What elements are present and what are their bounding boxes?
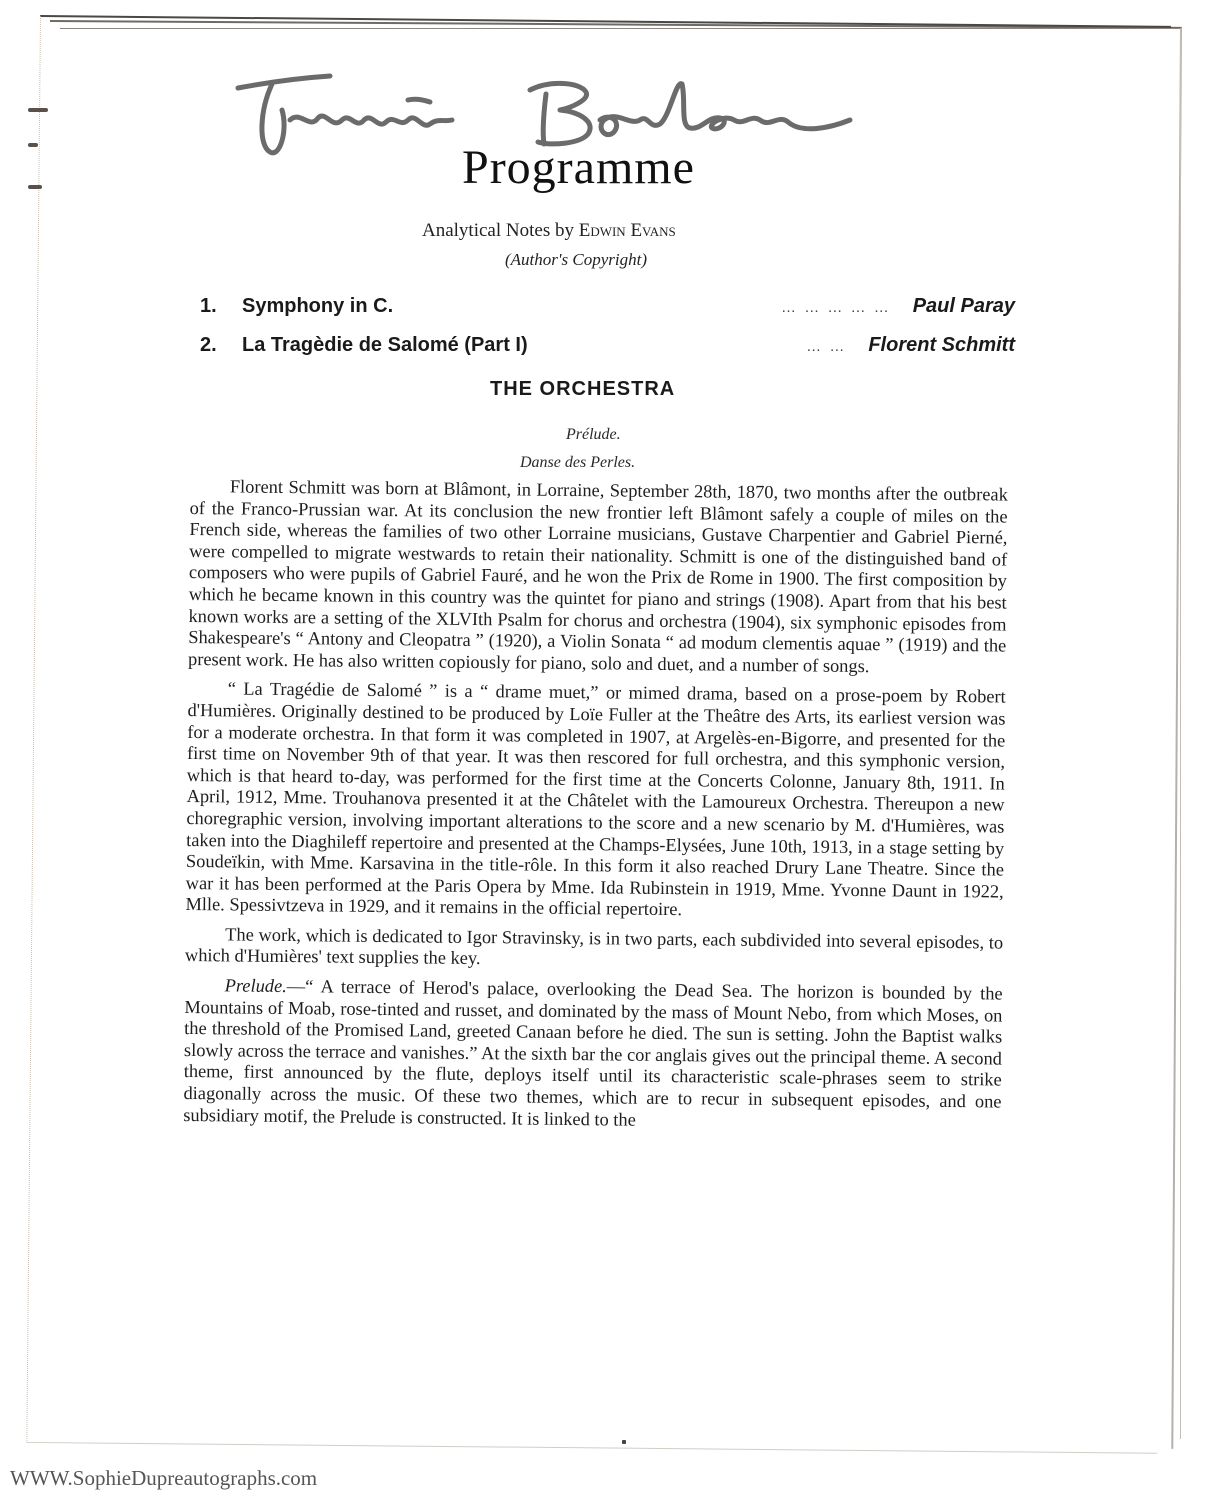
dot-leader: … … [806, 338, 847, 355]
programme-item-number: 2. [200, 334, 217, 356]
binding-mark [28, 108, 48, 112]
binding-mark [28, 143, 38, 147]
programme-item [200, 295, 1015, 318]
programme-item-work: Symphony in C. [242, 295, 394, 317]
section-heading: THE ORCHESTRA [490, 378, 676, 400]
credit-author: Edwin Evans [578, 220, 676, 241]
paragraph: Florent Schmitt was born at Blâmont, in Lorraine, September 28th, 1870, two months after the outbreak of the Franco-Prussian war. At its conclusion the new frontier left Blâmont safely a couple of miles on the French side, whereas the families of two other Lorraine musicians, Gustave Charpentier and Gabriel Pierné, were compelled to migrate westwards to retain their nationality. Schmitt is one of the distinguished band of composers who were pupils of Gabriel Fauré, and he won the Prix de Rome in 1900. The first composition by which he became known in this country was the quintet for piano and strings (1908). Apart from that his best known works are a setting of the XLVIth Psalm for chorus and orchestra (1904), six symphonic episodes from Shakespeare's “ Antony and Cleopatra ” (1920), a Violin Sonata “ ad modum clementis aquae ” (1919) and the present work. He has also written copiously for piano, solo and duet, and a number of songs. [187, 476, 1008, 676]
programme-item-work: La Tragèdie de Salomé (Part I) [242, 334, 528, 356]
copyright-note: (Author's Copyright) [505, 250, 647, 269]
programme-item-number: 1. [200, 295, 217, 317]
dot-leader: … … … … … [781, 299, 891, 316]
paragraph [183, 975, 1003, 1135]
binding-mark [28, 185, 42, 189]
paragraph-lead: Prelude. [224, 975, 287, 997]
paragraph-text: —“ A terrace of Herod's palace, overlooking the Dead Sea. The horizon is bounded by the Mountains of Moab, rose-tinted and russet, and dominated by the mass of Mount Nebo, from which Moses, on the threshold of the Promised Land, greeted Canaan before he died. The sun is setting. John the Baptist walks slowly across the terrace and vanishes.” At the sixth bar the cor anglais gives out the principal theme. A second theme, first announced by the flute, deploys itself until its characteristic scale-phrases seem to strike diagonally across the music. Of these two themes, which are to recur in subsequent episodes, and one subsidiary motif, the Prelude is constructed. It is linked to the [183, 976, 1003, 1130]
credit-prefix: Analytical Notes by [422, 220, 574, 241]
paragraph: The work, which is dedicated to Igor Stravinsky, is in two parts, each subdivided into several episodes, to which d'Humières' text supplies the key. [184, 924, 1004, 969]
paragraph: “ La Tragédie de Salomé ” is a “ drame muet,” or mimed drama, based on a prose-poem by Robert d'Humières. Originally destined to be produced by Loïe Fuller at the Theâtre des Arts, its earliest version was for a moderate orchestra. In that form it was completed in 1907, at Argelès-en-Bigorre, and presented for the first time on November 9th of that year. It was then rescored for full orchestra, and this symphonic version, which is that heard to-day, was performed for the first time at the Concerts Colonne, January 8th, 1911. In April, 1912, Mme. Trouhanova presented it at the Châtelet with the Lamoureux Orchestra. Thereupon a new choregraphic version, involving important alterations to the score and a new scenario by M. d'Humières, was taken into the Diaghileff repertoire and presented at the Champs-Elysées, June 10th, 1913, in a stage setting by Soudeïkin, with Mme. Karsavina in the title-rôle. In this form it also reached Drury Lane Theatre. Since the war it has been performed at the Paris Opera by Mme. Ida Rubinstein in 1919, Mme. Yvonne Daunt in 1922, Mlle. Spessivtzeva in 1929, and it remains in the official repertoire. [185, 678, 1006, 920]
programme-item-composer: Florent Schmitt [868, 334, 1015, 356]
analytical-notes-body [183, 476, 1008, 1143]
episode-title: Prélude. [566, 426, 621, 443]
programme-item [200, 334, 1015, 357]
analytical-notes-credit [422, 220, 676, 242]
watermark-url: WWW.SophieDupreautographs.com [10, 1466, 318, 1490]
programme-item-composer: Paul Paray [912, 295, 1015, 317]
page-title: Programme [462, 141, 695, 194]
page-speck [622, 1440, 626, 1444]
episode-title: Danse des Perles. [520, 454, 636, 471]
